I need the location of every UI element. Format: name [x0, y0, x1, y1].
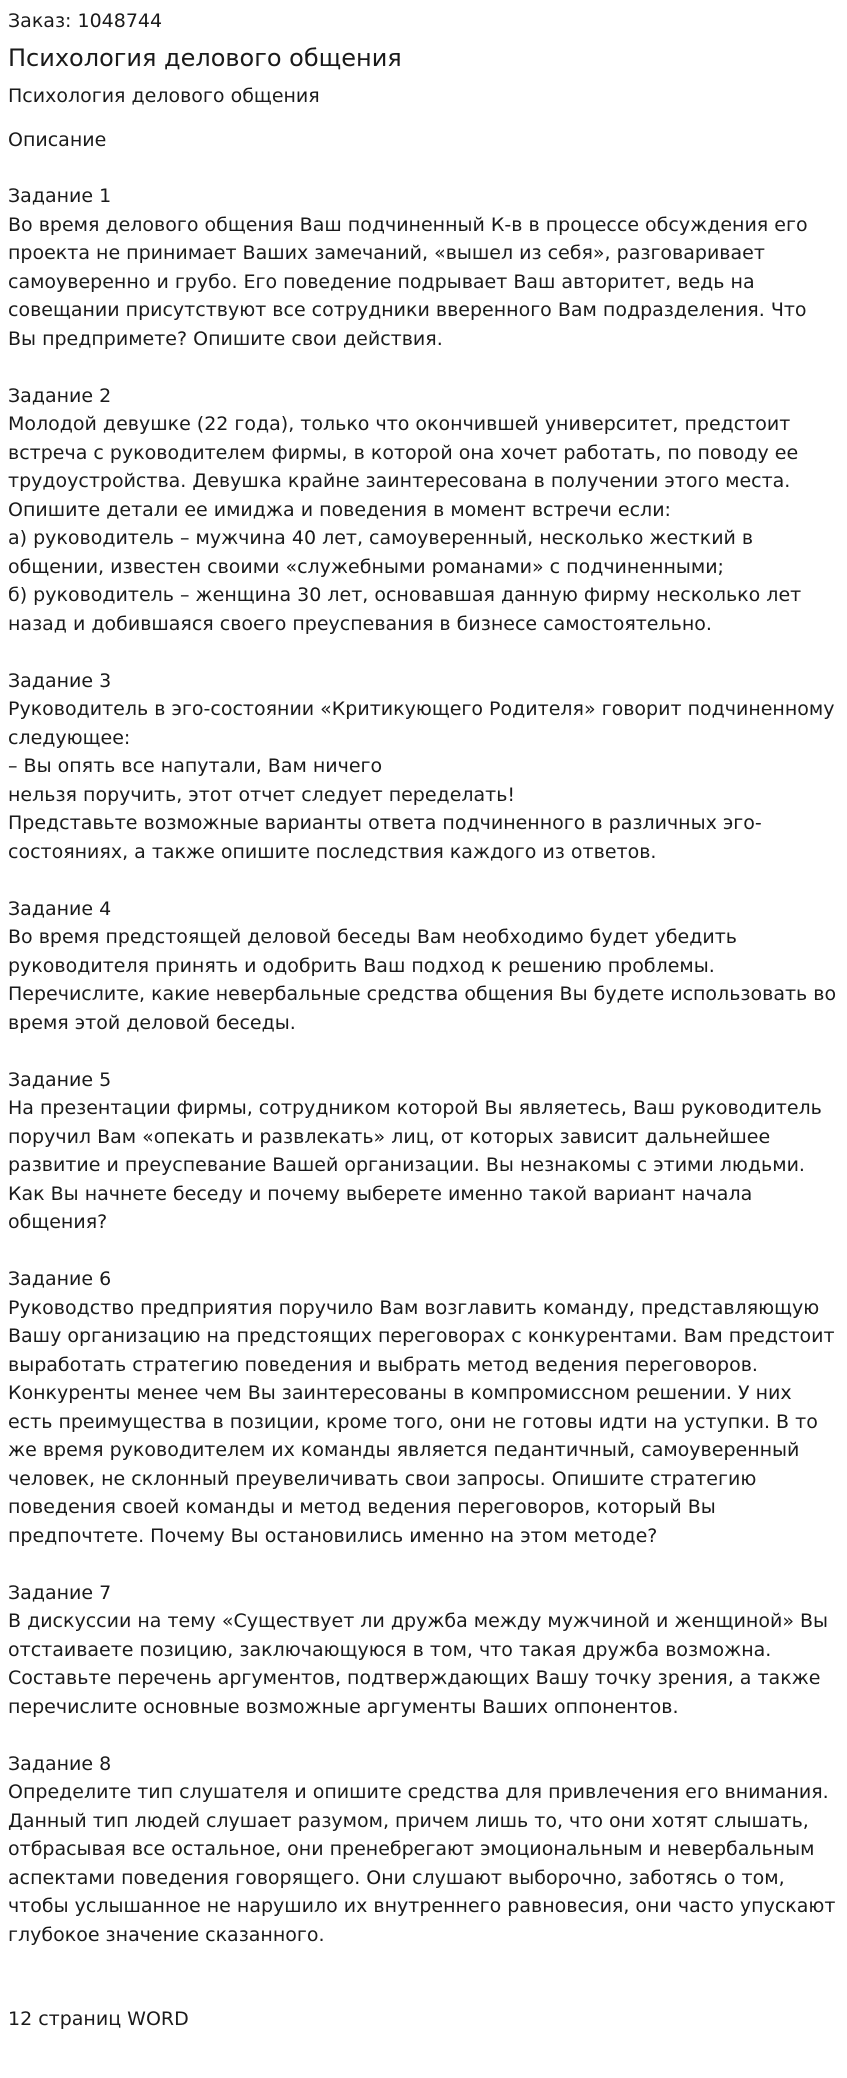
- task-text-line: б) руководитель – женщина 30 лет, основавшая данную фирму несколько лет: [8, 584, 802, 606]
- task-text-line: отстаиваете позицию, заключающуюся в том, что такая дружба возможна.: [8, 1638, 772, 1661]
- page-title: Психология делового общения: [8, 44, 402, 72]
- page-subtitle: Психология делового общения: [8, 85, 320, 107]
- task-text-line: общении, известен своими «служебными романами» с подчиненными;: [8, 555, 724, 578]
- task-block: [8, 382, 839, 639]
- task-text-line: Вы предпримете? Опишите свои действия.: [8, 327, 443, 350]
- task-text-line: встреча с руководителем фирмы, в которой она хочет работать, по поводу ее: [8, 441, 799, 464]
- task-text-line: На презентации фирмы, сотрудником которой Вы являетесь, Ваш руководитель: [8, 1097, 822, 1119]
- task-text-line: нельзя поручить, этот отчет следует переделать!: [8, 783, 516, 806]
- task-block: [8, 667, 839, 867]
- task-text-line: Руководитель в эго-состоянии «Критикующего Родителя» говорит подчиненному: [8, 698, 835, 720]
- order-number: Заказ: 1048744: [8, 10, 163, 32]
- task-block: [8, 1750, 839, 1950]
- task-text-line: поручил Вам «опекать и развлекать» лиц, от которых зависит дальнейшее: [8, 1125, 771, 1148]
- task-block: [8, 1579, 839, 1722]
- task-text-line: а) руководитель – мужчина 40 лет, самоуверенный, несколько жесткий в: [8, 527, 754, 549]
- task-text-line: самоуверенно и грубо. Его поведение подрывает Ваш авторитет, ведь на: [8, 270, 755, 293]
- task-text-line: Во время предстоящей деловой беседы Вам необходимо будет убедить: [8, 926, 737, 948]
- task-heading: Задание 2: [8, 384, 112, 407]
- task-text-line: поведения своей команды и метод ведения переговоров, который Вы: [8, 1496, 716, 1518]
- task-text-line: следующее:: [8, 726, 131, 749]
- task-text-line: трудоустройства. Девушка крайне заинтересована в получении этого места.: [8, 470, 791, 492]
- task-text-line: чтобы услышанное не нарушило их внутреннего равновесия, они часто упускают: [8, 1895, 836, 1917]
- task-text-line: Конкуренты менее чем Вы заинтересованы в компромиссном решении. У них: [8, 1382, 792, 1404]
- task-heading: Задание 3: [8, 669, 112, 692]
- task-text-line: Данный тип людей слушает разумом, причем лишь то, что они хотят слышать,: [8, 1809, 809, 1832]
- task-text-line: проекта не принимает Ваших замечаний, «вышел из себя», разговаривает: [8, 242, 765, 264]
- task-text-line: предпочтете. Почему Вы остановились именно на этом методе?: [8, 1524, 658, 1547]
- task-text-line: состояниях, а также опишите последствия каждого из ответов.: [8, 840, 657, 863]
- task-block: [8, 1265, 839, 1550]
- task-text-line: Руководство предприятия поручило Вам возглавить команду, представляющую: [8, 1296, 820, 1319]
- task-text-line: человек, не склонный преувеличивать свои запросы. Опишите стратегию: [8, 1467, 757, 1490]
- task-text-line: Составьте перечень аргументов, подтверждающих Вашу точку зрения, а также: [8, 1667, 821, 1689]
- task-heading: Задание 6: [8, 1268, 112, 1290]
- task-text-line: назад и добившаяся своего преуспевания в бизнесе самостоятельно.: [8, 612, 712, 635]
- task-text-line: руководителя принять и одобрить Ваш подход к решению проблемы.: [8, 954, 715, 977]
- task-text-line: совещании присутствуют все сотрудники вверенного Вам подразделения. Что: [8, 299, 807, 321]
- task-heading: Задание 5: [8, 1068, 112, 1091]
- task-text-line: есть преимущества в позиции, кроме того, они не готовы идти на уступки. В то: [8, 1410, 818, 1433]
- task-text-line: Опишите детали ее имиджа и поведения в момент встречи если:: [8, 498, 671, 521]
- task-text-line: время этой деловой беседы.: [8, 1011, 296, 1034]
- task-text-line: выработать стратегию поведения и выбрать метод ведения переговоров.: [8, 1353, 758, 1376]
- task-text-line: развитие и преуспевание Вашей организации. Вы незнакомы с этими людьми.: [8, 1154, 805, 1176]
- task-heading: Задание 1: [8, 185, 112, 207]
- task-text-line: Перечислите, какие невербальные средства общения Вы будете использовать во: [8, 983, 837, 1005]
- task-list: [8, 182, 839, 1949]
- task-block: [8, 182, 839, 353]
- task-text-line: Как Вы начнете беседу и почему выберете именно такой вариант начала: [8, 1182, 753, 1205]
- task-text-line: Определите тип слушателя и опишите средства для привлечения его внимания.: [8, 1781, 829, 1803]
- task-text-line: Молодой девушке (22 года), только что окончившей университет, предстоит: [8, 413, 791, 435]
- task-text-line: отбрасывая все остальное, они пренебрегают эмоциональным и невербальным: [8, 1838, 815, 1860]
- task-text-line: В дискуссии на тему «Существует ли дружба между мужчиной и женщиной» Вы: [8, 1610, 829, 1632]
- page-count: 12 страниц WORD: [8, 2008, 189, 2030]
- task-heading: Задание 8: [8, 1752, 112, 1775]
- task-text-line: же время руководителем их команды является педантичный, самоуверенный: [8, 1439, 800, 1461]
- task-text-line: глубокое значение сказанного.: [8, 1923, 325, 1946]
- task-block: [8, 895, 839, 1038]
- description-label: Описание: [8, 129, 107, 151]
- task-text-line: Представьте возможные варианты ответа подчиненного в различных эго-: [8, 812, 762, 834]
- task-heading: Задание 7: [8, 1581, 112, 1604]
- task-text-line: аспектами поведения говорящего. Они слушают выборочно, заботясь о том,: [8, 1866, 785, 1889]
- task-text-line: Вашу организацию на предстоящих переговорах с конкурентами. Вам предстоит: [8, 1325, 835, 1347]
- task-text-line: Во время делового общения Ваш подчиненный К-в в процессе обсуждения его: [8, 213, 808, 236]
- task-text-line: общения?: [8, 1211, 108, 1233]
- task-heading: Задание 4: [8, 897, 112, 920]
- task-block: [8, 1066, 839, 1237]
- task-text-line: – Вы опять все напутали, Вам ничего: [8, 755, 383, 777]
- task-text-line: перечислите основные возможные аргументы Ваших оппонентов.: [8, 1695, 679, 1718]
